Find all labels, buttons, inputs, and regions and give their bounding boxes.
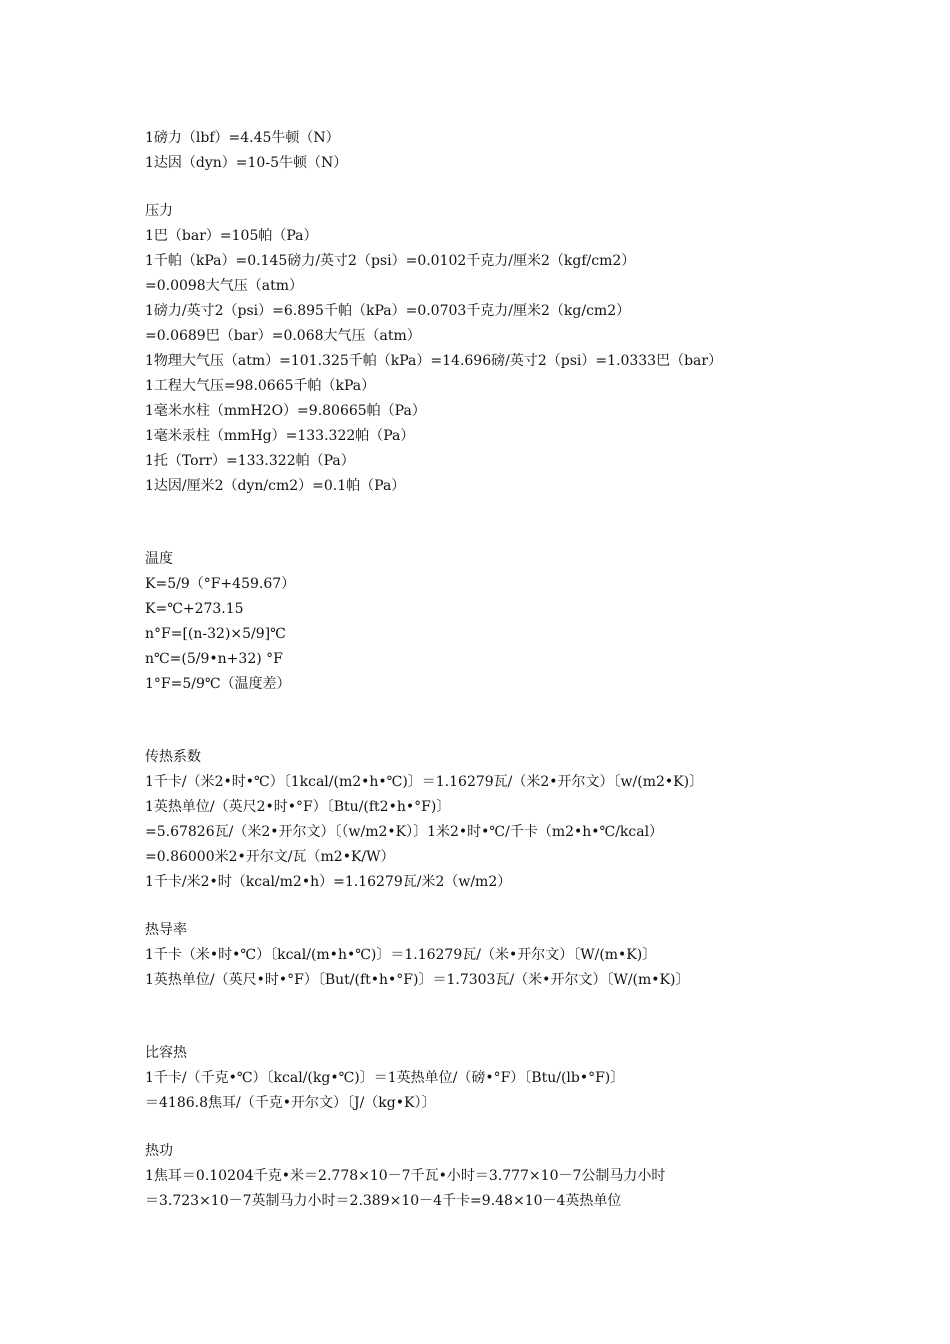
heat-work-line: ＝3.723×10－7英制马力小时＝2.389×10－4千卡=9.48×10－4英热单位 — [145, 1193, 622, 1209]
temperature-line: 1°F=5/9℃（温度差） — [145, 676, 291, 692]
heat-transfer-line: 1千卡/米2•时（kcal/m2•h）=1.16279瓦/米2（w/m2） — [145, 874, 512, 890]
document-content — [145, 126, 925, 1214]
pressure-line: 1磅力/英寸2（psi）=6.895千帕（kPa）=0.0703千克力/厘米2（kg/cm2） — [145, 303, 631, 319]
pressure-line: 1巴（bar）=105帕（Pa） — [145, 228, 318, 244]
heat-transfer-line: =5.67826瓦/（米2•开尔文）〔（w/m2•K）〕1米2•时•℃/千卡（m2•h•℃/kcal） — [145, 824, 664, 840]
force-section — [145, 126, 925, 176]
temperature-line: n℃=(5/9•n+32) °F — [145, 651, 283, 667]
section-heading-heat-work: 热功 — [145, 1143, 173, 1159]
section-heading-thermal-conductivity: 热导率 — [145, 922, 187, 938]
pressure-line: =0.0689巴（bar）=0.068大气压（atm） — [145, 328, 421, 344]
heat-work-line: 1焦耳＝0.10204千克•米＝2.778×10－7千瓦•小时＝3.777×10－7公制马力小时 — [145, 1168, 666, 1184]
force-line: 1磅力（lbf）=4.45牛顿（N） — [145, 130, 340, 146]
heat-transfer-line: 1英热单位/（英尺2•时•°F）〔Btu/(ft2•h•°F)〕 — [145, 799, 451, 815]
temperature-line: K=℃+273.15 — [145, 601, 244, 617]
pressure-line: 1托（Torr）=133.322帕（Pa） — [145, 453, 355, 469]
thermal-conductivity-line: 1千卡（米•时•℃）〔kcal/(m•h•℃)〕＝1.16279瓦/（米•开尔文）〔W/(m•K)〕 — [145, 947, 657, 963]
force-line: 1达因（dyn）=10-5牛顿（N） — [145, 155, 348, 171]
heat-work-section — [145, 1139, 925, 1214]
pressure-line: 1毫米水柱（mmH2O）=9.80665帕（Pa） — [145, 403, 426, 419]
temperature-line: n°F=[(n-32)×5/9]℃ — [145, 626, 286, 642]
pressure-line: 1千帕（kPa）=0.145磅力/英寸2（psi）=0.0102千克力/厘米2（kgf/cm2） — [145, 253, 636, 269]
specific-heat-line: ＝4186.8焦耳/（千克•开尔文）〔J/（kg•K）〕 — [145, 1095, 436, 1111]
heat-transfer-section — [145, 745, 925, 895]
pressure-line: 1达因/厘米2（dyn/cm2）=0.1帕（Pa） — [145, 478, 406, 494]
section-heading-heat-transfer: 传热系数 — [145, 749, 201, 765]
pressure-section — [145, 199, 925, 499]
pressure-line: 1毫米汞柱（mmHg）=133.322帕（Pa） — [145, 428, 415, 444]
heat-transfer-line: 1千卡/（米2•时•℃）〔1kcal/(m2•h•℃)〕＝1.16279瓦/（米2•开尔文）〔w/(m2•K)〕 — [145, 774, 704, 790]
temperature-section — [145, 547, 925, 697]
section-heading-temperature: 温度 — [145, 551, 173, 567]
pressure-line: 1物理大气压（atm）=101.325千帕（kPa）=14.696磅/英寸2（psi）=1.0333巴（bar） — [145, 353, 723, 369]
specific-heat-line: 1千卡/（千克•℃）〔kcal/(kg•℃)〕＝1英热单位/（磅•°F）〔Btu/(lb•°F)〕 — [145, 1070, 625, 1086]
pressure-line: 1工程大气压=98.0665千帕（kPa） — [145, 378, 376, 394]
section-heading-pressure: 压力 — [145, 203, 173, 219]
heat-transfer-line: =0.86000米2•开尔文/瓦（m2•K/W） — [145, 849, 395, 865]
temperature-line: K=5/9（°F+459.67） — [145, 576, 296, 592]
thermal-conductivity-section — [145, 918, 925, 993]
thermal-conductivity-line: 1英热单位/（英尺•时•°F）〔But/(ft•h•°F)〕＝1.7303瓦/（米•开尔文）〔W/(m•K)〕 — [145, 972, 690, 988]
pressure-line: =0.0098大气压（atm） — [145, 278, 303, 294]
specific-heat-section — [145, 1041, 925, 1116]
section-heading-specific-heat: 比容热 — [145, 1045, 187, 1061]
